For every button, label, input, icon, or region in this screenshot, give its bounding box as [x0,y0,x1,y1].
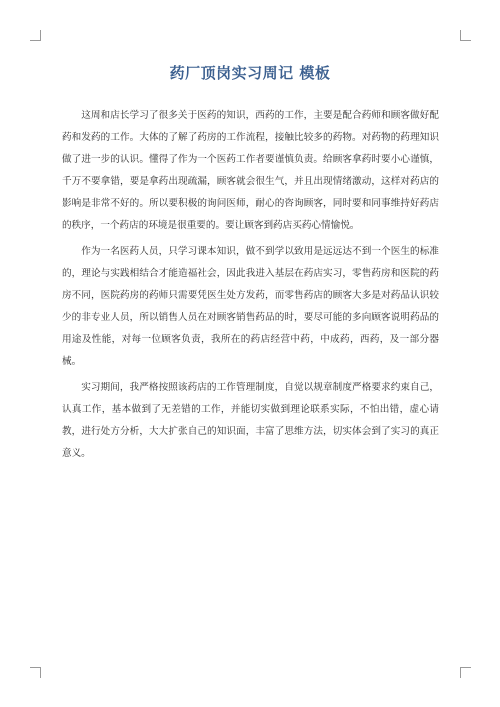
crop-mark-bottom-left [30,667,41,678]
document-title: 药厂顶岗实习周记 模板 [169,64,331,82]
paragraph-2: 作为一名医药人员，只学习课本知识，做不到学以致用是远远达不到一个医生的标准的，理论与实践相结合才能造福社会，因此我进入基层在药店实习，零售药房和医院的药房不同，医院药房的药师只需要凭医生处方发药，而零售药店的顾客大多是对药品认识较少的非专业人员，所以销售人员在对顾客销售药品的时，要尽可能的多向顾客说明药品的用途及性能，对每一位顾客负责，我所在的药店经营中药，中成药，西药，及一部分器械。 [62,246,439,367]
crop-mark-bottom-right [460,667,471,678]
paragraph-1: 这周和店长学习了很多关于医药的知识，西药的工作，主要是配合药师和顾客做好配药和发药的工作。大体的了解了药房的工作流程，接触比较多的药物。对药物的药理知识做了进一步的认识。懂得了作为一个医药工作者要谨慎负责。给顾客拿药时要小心谨慎，千万不要拿错，要是拿药出现疏漏，顾客就会很生气，并且出现情绪激动，这样对药店的影响是非常不好的。所以要积极的询问医师，耐心的咨询顾客，同时要和同事维持好药店的秩序，一个药店的环境是很重要的。要让顾客到药店买药心情愉悦。 [62,110,439,231]
crop-mark-top-right [460,30,471,41]
crop-mark-top-left [30,30,41,41]
paragraph-3: 实习期间，我严格按照该药店的工作管理制度，自觉以规章制度严格要求约束自己，认真工作，基本做到了无差错的工作，并能切实做到理论联系实际，不怕出错，虚心请教，进行处方分析，大大扩张自己的知识面，丰富了思维方法，切实体会到了实习的真正意义。 [62,382,439,459]
document-body [62,105,439,469]
